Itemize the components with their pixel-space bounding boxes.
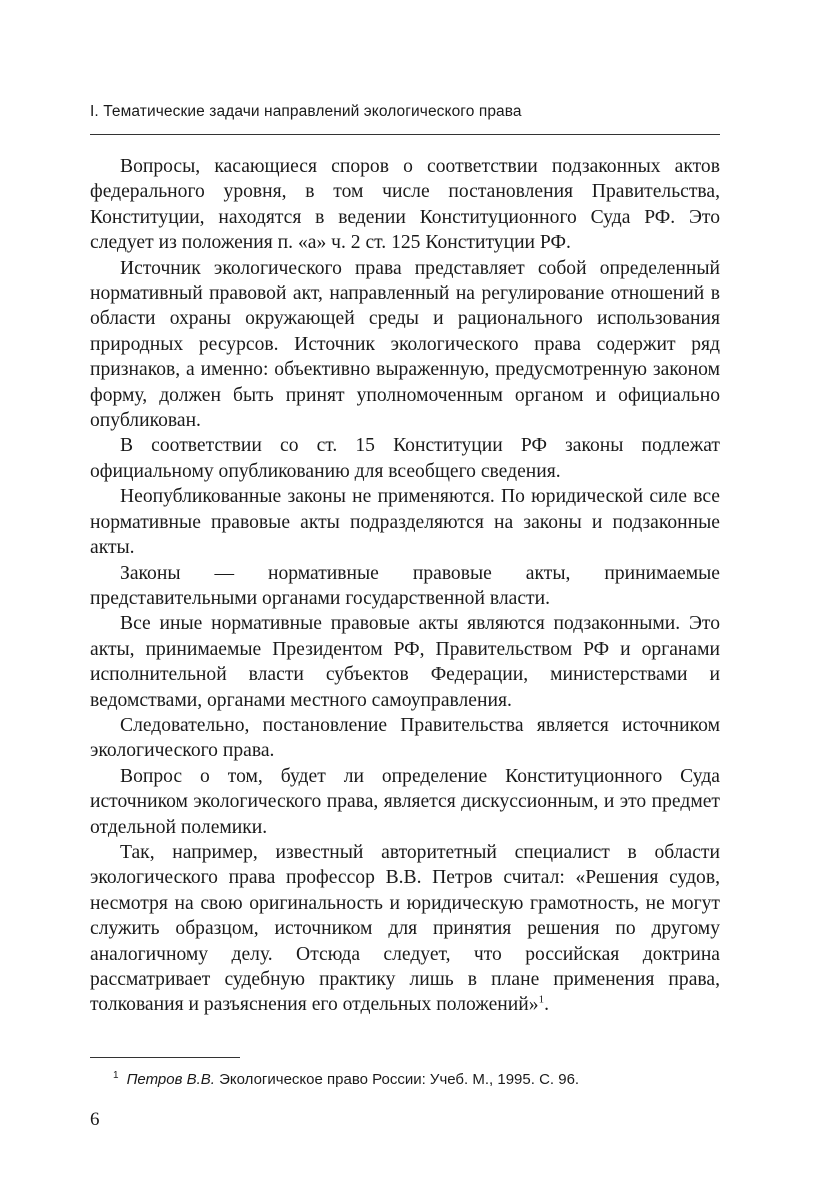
footnote-text: Экологическое право России: Учеб. М., 1995. С. 96. [219,1071,580,1088]
paragraph: Законы — нормативные правовые акты, принимаемые представительными органами государственной власти. [90,562,720,609]
paragraph: Неопубликованные законы не применяются. По юридической силе все нормативные правовые акты подразделяются на законы и подзаконные акты. [90,486,720,559]
main-text [90,154,720,1018]
header-divider [90,134,720,135]
paragraph: Все иные нормативные правовые акты являются подзаконными. Это акты, принимаемые Президентом РФ, Правительством РФ и органами исполнительной власти субъектов Федерации, министерствами и ведомствами, органами местного самоуправления. [90,613,720,711]
footnote-reference: 1 [538,993,545,1006]
paragraph: Источник экологического права представляет собой определенный нормативный правовой акт, направленный на регулирование отношений в области охраны окружающей среды и рационального использования природных ресурсов. Источник экологического права содержит ряд признаков, а именно: объективно выраженную, предусмотренную законом форму, должен быть принят уполномоченным органом и официально опубликован. [90,257,720,432]
footnote-divider [90,1057,240,1058]
footnote-author: Петров В.В. [126,1071,215,1088]
paragraph: Вопрос о том, будет ли определение Конституционного Суда источником экологического права, является дискуссионным, и это предмет отдельной полемики. [90,765,720,838]
paragraph: Следовательно, постановление Правительства является источником экологического права. [90,714,720,762]
paragraph-text: Так, например, известный авторитетный специалист в области экологического права профессор В.В. Петров считал: «Решения судов, несмотря на свою оригинальность и юридическую грамотность, не могут служить образцом, источником для принятия решения по другому аналогичному делу. Отсюда следует, что российская доктрина рассматривает судебную практику лишь в плане применения права, толкования и разъяснения его отдельных положений» [90,841,720,1016]
paragraph: В соответствии со ст. 15 Конституции РФ законы подлежат официальному опубликованию для всеобщего сведения. [90,435,720,482]
footnote-mark: 1 [113,1070,119,1081]
paragraph-with-footnote: Так, например, известный авторитетный специалист в области экологического права профессор В.В. Петров считал: «Решения судов, несмотря на свою оригинальность и юридическую грамотность, не могут служить образцом, источником для принятия решения по другому аналогичному делу. Отсюда следует, что российская доктрина рассматривает судебную практику лишь в плане применения права, толкования и разъяснения его отдельных положений»$^1$. [90,841,720,1016]
running-head: I. Тематические задачи направлений экологического права [90,103,522,120]
footnote [113,1070,713,1090]
page-number: 6 [90,1109,100,1130]
paragraph: Вопросы, касающиеся споров о соответствии подзаконных актов федерального уровня, в том числе постановления Правительства, Конституции, находятся в ведении Конституционного Суда РФ. Это следует из положения п. «а» ч. 2 ст. 125 Конституции РФ. [90,156,720,254]
